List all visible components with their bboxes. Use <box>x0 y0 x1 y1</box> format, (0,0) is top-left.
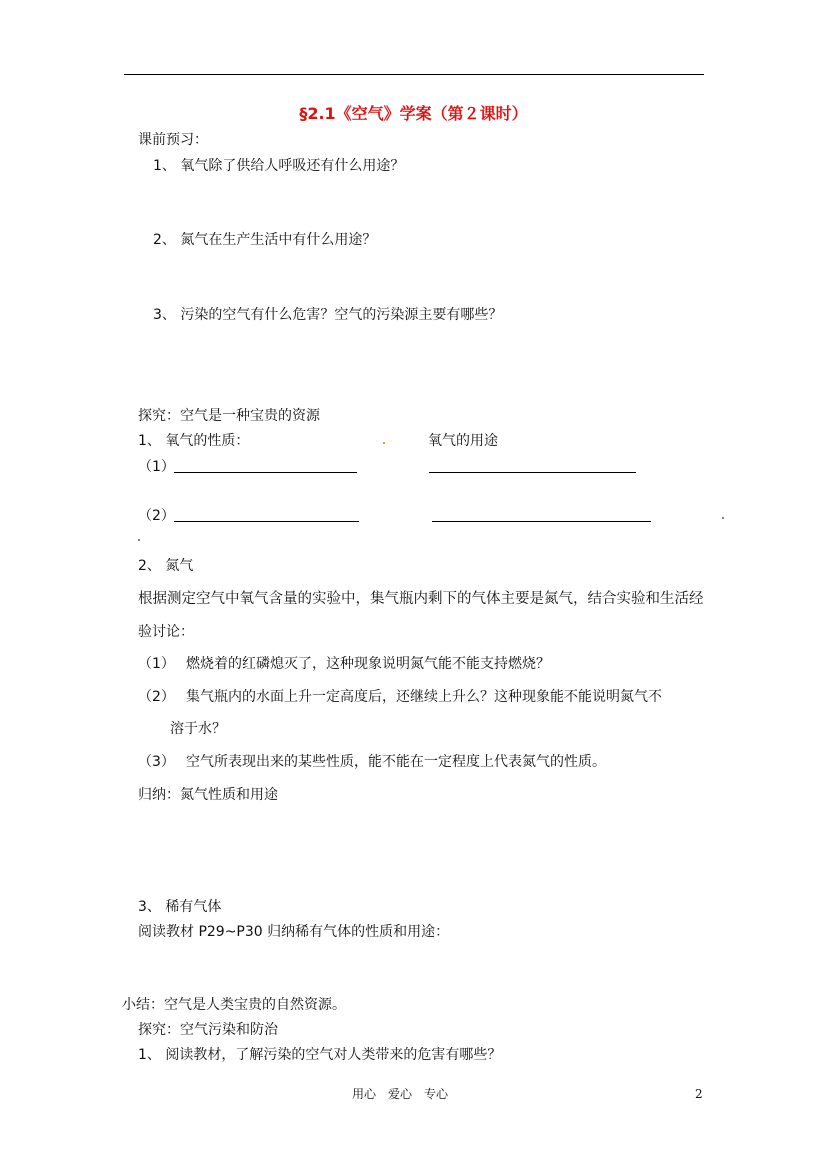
nitrogen-question-1: 燃烧着的红磷熄灭了，这种现象说明氮气能不能支持燃烧？ <box>186 656 550 672</box>
stray-mark <box>722 517 724 519</box>
footer-motto: 用心 爱心 专心 <box>352 1087 449 1101</box>
blank-item-2-number: （2） <box>138 508 175 524</box>
answer-blank[interactable] <box>429 472 636 473</box>
nitrogen-question-3: 空气所表现出来的某些性质，能不能在一定程度上代表氮气的性质。 <box>186 754 606 770</box>
explore-pollution-heading: 探究：空气污染和防治 <box>138 1022 278 1038</box>
nitrogen-paragraph-line-2: 验讨论： <box>138 624 194 640</box>
nitrogen-question-2-number: （2） <box>138 689 175 705</box>
preview-question-3: 3、 污染的空气有什么危害？空气的污染源主要有哪些？ <box>153 307 503 323</box>
conclusion: 小结：空气是人类宝贵的自然资源。 <box>122 997 346 1013</box>
noble-gas-reading: 阅读教材 P29~P30 归纳稀有气体的性质和用途： <box>138 924 450 940</box>
nitrogen-question-3-number: （3） <box>138 754 175 770</box>
nitrogen-paragraph-line-1: 根据测定空气中氧气含量的实验中，集气瓶内剩下的气体主要是氮气，结合实验和生活经 <box>138 591 704 607</box>
nitrogen-question-2-line-1: 集气瓶内的水面上升一定高度后，还继续上升么？这种现象能不能说明氮气不 <box>186 689 662 705</box>
answer-blank[interactable] <box>174 521 359 522</box>
blank-item-1-number: （1） <box>138 459 175 475</box>
oxygen-uses-label: 氧气的用途 <box>428 433 498 449</box>
nitrogen-summary: 归纳：氮气性质和用途 <box>138 787 278 803</box>
nitrogen-heading: 2、 氮气 <box>138 558 194 574</box>
oxygen-properties-label: 1、 氧气的性质： <box>138 433 250 449</box>
nitrogen-question-1-number: （1） <box>138 656 175 672</box>
noble-gas-heading: 3、 稀有气体 <box>138 899 222 915</box>
header-rule <box>124 74 704 75</box>
pollution-question-1: 1、 阅读教材，了解污染的空气对人类带来的危害有哪些？ <box>138 1047 502 1063</box>
stray-mark <box>383 442 385 444</box>
page-title: §2.1《空气》学案（第２课时） <box>299 104 528 123</box>
stray-mark <box>138 539 140 541</box>
explore-resource-heading: 探究：空气是一种宝贵的资源 <box>138 408 320 424</box>
page-number: 2 <box>695 1087 703 1101</box>
preview-heading: 课前预习： <box>138 132 208 148</box>
answer-blank[interactable] <box>432 521 651 522</box>
nitrogen-question-2-line-2: 溶于水？ <box>170 721 226 737</box>
preview-question-2: 2、 氮气在生产生活中有什么用途？ <box>153 232 377 248</box>
preview-question-1: 1、 氧气除了供给人呼吸还有什么用途？ <box>153 158 405 174</box>
answer-blank[interactable] <box>174 472 357 473</box>
